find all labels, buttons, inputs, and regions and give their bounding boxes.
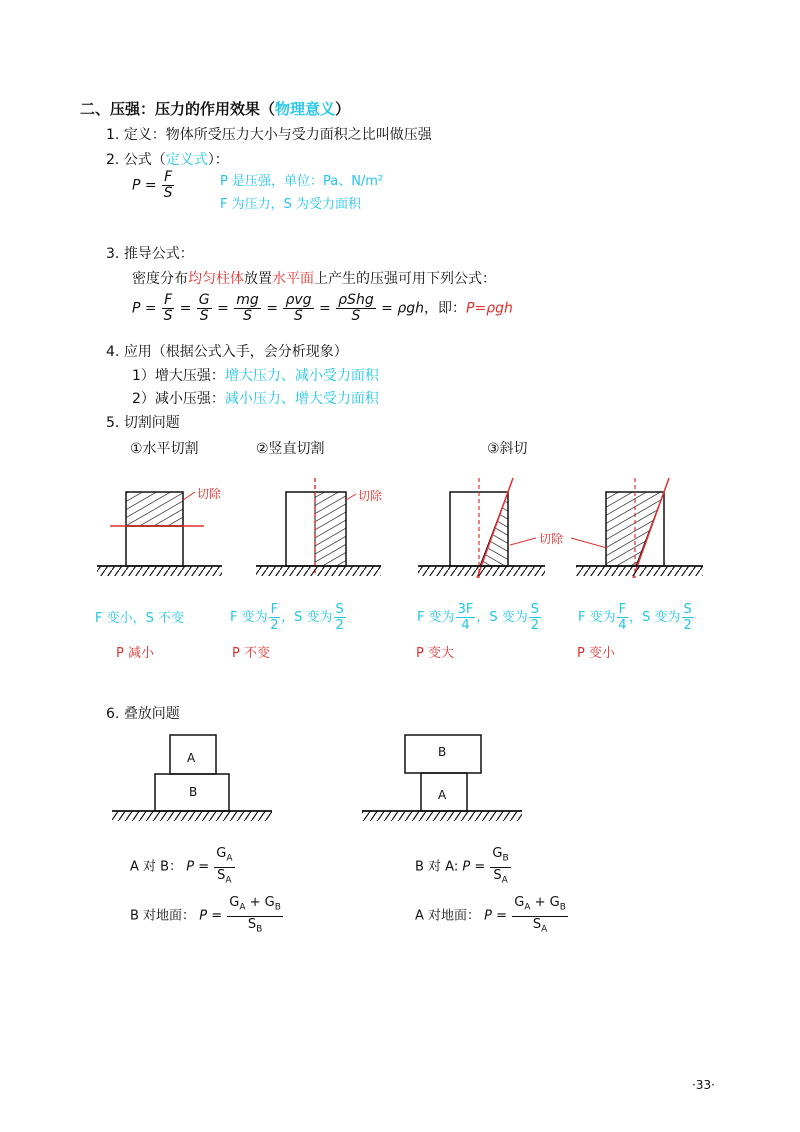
horizontal-cut-title: ①水平切割 [130,441,199,457]
cond-text-c: 上产生的压强可用下列公式： [314,271,496,287]
formula-eq: = [144,177,157,194]
frac-d: S [163,308,173,324]
vertical-cut-title: ②竖直切割 [256,441,325,457]
frac-n: F [270,602,279,617]
page-number: ·33· [692,1078,715,1092]
g: G [229,895,240,910]
stacking-label: 叠放问题 [123,706,180,722]
frac-n: ρvg [285,292,312,308]
item-number: 3. [106,246,120,262]
stack-diagram-left [112,735,272,821]
mid: ，S 变为 [281,610,333,625]
item-number: 5. [106,415,120,431]
eq: = [217,300,229,317]
mid: ，S 变为 [476,610,528,625]
horizontal-cut-diagram [97,492,222,576]
sub: A [501,875,508,886]
g: G [492,846,503,861]
separator: ，即： [424,300,467,317]
frac-denominator: S [163,185,173,201]
frac-d: 2 [335,618,344,633]
frac-numerator: F [164,169,173,185]
frac-n: F [618,602,627,617]
formula-p: P [132,177,141,194]
p: P [186,859,195,875]
box-b-left: B [189,785,198,799]
cut2-change [230,602,347,633]
s: S [217,867,226,883]
sub: A [239,902,246,913]
item-number: 6. [106,706,120,722]
eq: = [381,300,393,317]
eq: = [211,908,223,924]
p: P [462,859,471,875]
plus: + [249,895,261,910]
s: S [532,916,542,932]
result-formula: P=ρgh [466,300,513,317]
frac-n: S [335,602,344,617]
label: B 对 A: [415,859,459,875]
item-number: 1. [106,127,120,143]
cut4-result: P 变小 [577,646,615,661]
label: A 对地面： [415,908,481,924]
cond-text-b: 放置 [244,271,272,287]
box-a-left: A [187,751,196,765]
box-b-right: B [438,745,447,759]
horizontal-surface-highlight: 水平面 [272,271,314,287]
label: A 对 B： [130,859,183,875]
sub: B [274,902,281,913]
cut4-change [578,602,695,633]
definition-text: 定义：物体所受压力大小与受力面积之比叫做压强 [123,127,432,143]
formula-note: 定义式 [165,152,208,168]
pre: F 变为 [230,610,268,625]
g: G [264,895,275,910]
frac-d: 2 [270,618,279,633]
sub: A [524,902,531,913]
s: S [247,916,257,932]
label: B 对地面： [130,908,196,924]
p: P [199,908,208,924]
sub: A [226,853,233,864]
frac-d: S [243,308,252,324]
p: P [484,908,493,924]
g: G [549,895,560,910]
cut2-result: P 不变 [232,646,270,661]
oblique-cut-diagram-a [418,478,545,578]
oblique-cut-title: ③斜切 [487,441,528,457]
rho-g-h: ρgh [397,300,425,317]
frac-n: G [198,292,210,308]
uniform-column-highlight: 均匀柱体 [188,271,244,287]
frac-n: 3F [457,602,474,617]
eq: = [144,300,157,317]
frac-d: 2 [530,618,540,633]
decrease-label: 2）减小压强： [132,391,225,407]
frac-d: 2 [683,618,692,633]
item-number: 2. [106,152,120,168]
variable-description: F 为压力，S 为受力面积 [220,197,361,212]
cut3-change [417,602,542,633]
frac-d: 4 [461,618,470,633]
frac-n: mg [236,292,259,308]
frac-n: S [530,602,540,617]
increase-label: 1）增大压强： [132,368,225,384]
g: G [514,895,525,910]
formula-label-end: ）： [207,152,229,168]
cut-label-1: 切除 [197,487,222,501]
cut-label-3: 切除 [539,532,564,546]
eq: = [198,859,210,875]
frac-n: F [164,292,173,308]
formula-label: 公式（ [123,152,166,168]
mid: ，S 变为 [629,610,681,625]
eq: = [474,859,486,875]
sub: A [541,924,548,935]
s: S [493,867,502,883]
frac-n: ρShg [338,292,374,308]
frac-d: S [199,308,209,324]
application-label: 应用（根据公式入手，会分析现象） [123,344,348,360]
cutting-label: 切割问题 [123,415,180,431]
cut3-result: P 变大 [416,646,454,661]
stacking-item [106,705,180,723]
cut1-change: F 变小，S 不变 [95,611,184,626]
pre: F 变为 [578,610,616,625]
decrease-value: 减小压力、增大受力面积 [224,391,379,407]
sub: B [256,924,263,935]
a-on-ground-formula [415,895,569,937]
plus: + [534,895,546,910]
b-on-ground-formula [130,895,284,937]
eq: = [266,300,279,317]
pre: F 变为 [417,610,455,625]
frac-d: 4 [618,618,627,633]
cut-label-2: 切除 [358,489,383,503]
frac-d: S [351,308,361,324]
box-a-right: A [438,788,447,802]
derived-label: 推导公式： [123,246,194,262]
item-number: 4. [106,344,120,360]
sub: B [502,853,509,864]
cut1-result: P 减小 [116,646,154,661]
increase-value: 增大压力、减小受力面积 [224,368,379,384]
unit-description: P 是压强，单位：Pa、N/m² [220,174,384,189]
sub: A [225,875,232,886]
eq: = [179,300,192,317]
g: G [216,846,227,861]
heading-text: 二、压强：压力的作用效果（ [80,100,276,118]
b-on-a-formula [415,846,512,888]
oblique-cut-diagram-b [571,478,703,578]
a-on-b-formula [130,846,236,888]
eq: = [496,908,508,924]
sub: B [559,902,566,913]
cond-text-a: 密度分布 [132,271,188,287]
heading-suffix: ） [335,100,351,118]
formula-p: P [132,300,141,317]
eq: = [318,300,331,317]
heading-note: 物理意义 [275,100,336,118]
frac-n: S [683,602,692,617]
frac-d: S [294,308,303,324]
